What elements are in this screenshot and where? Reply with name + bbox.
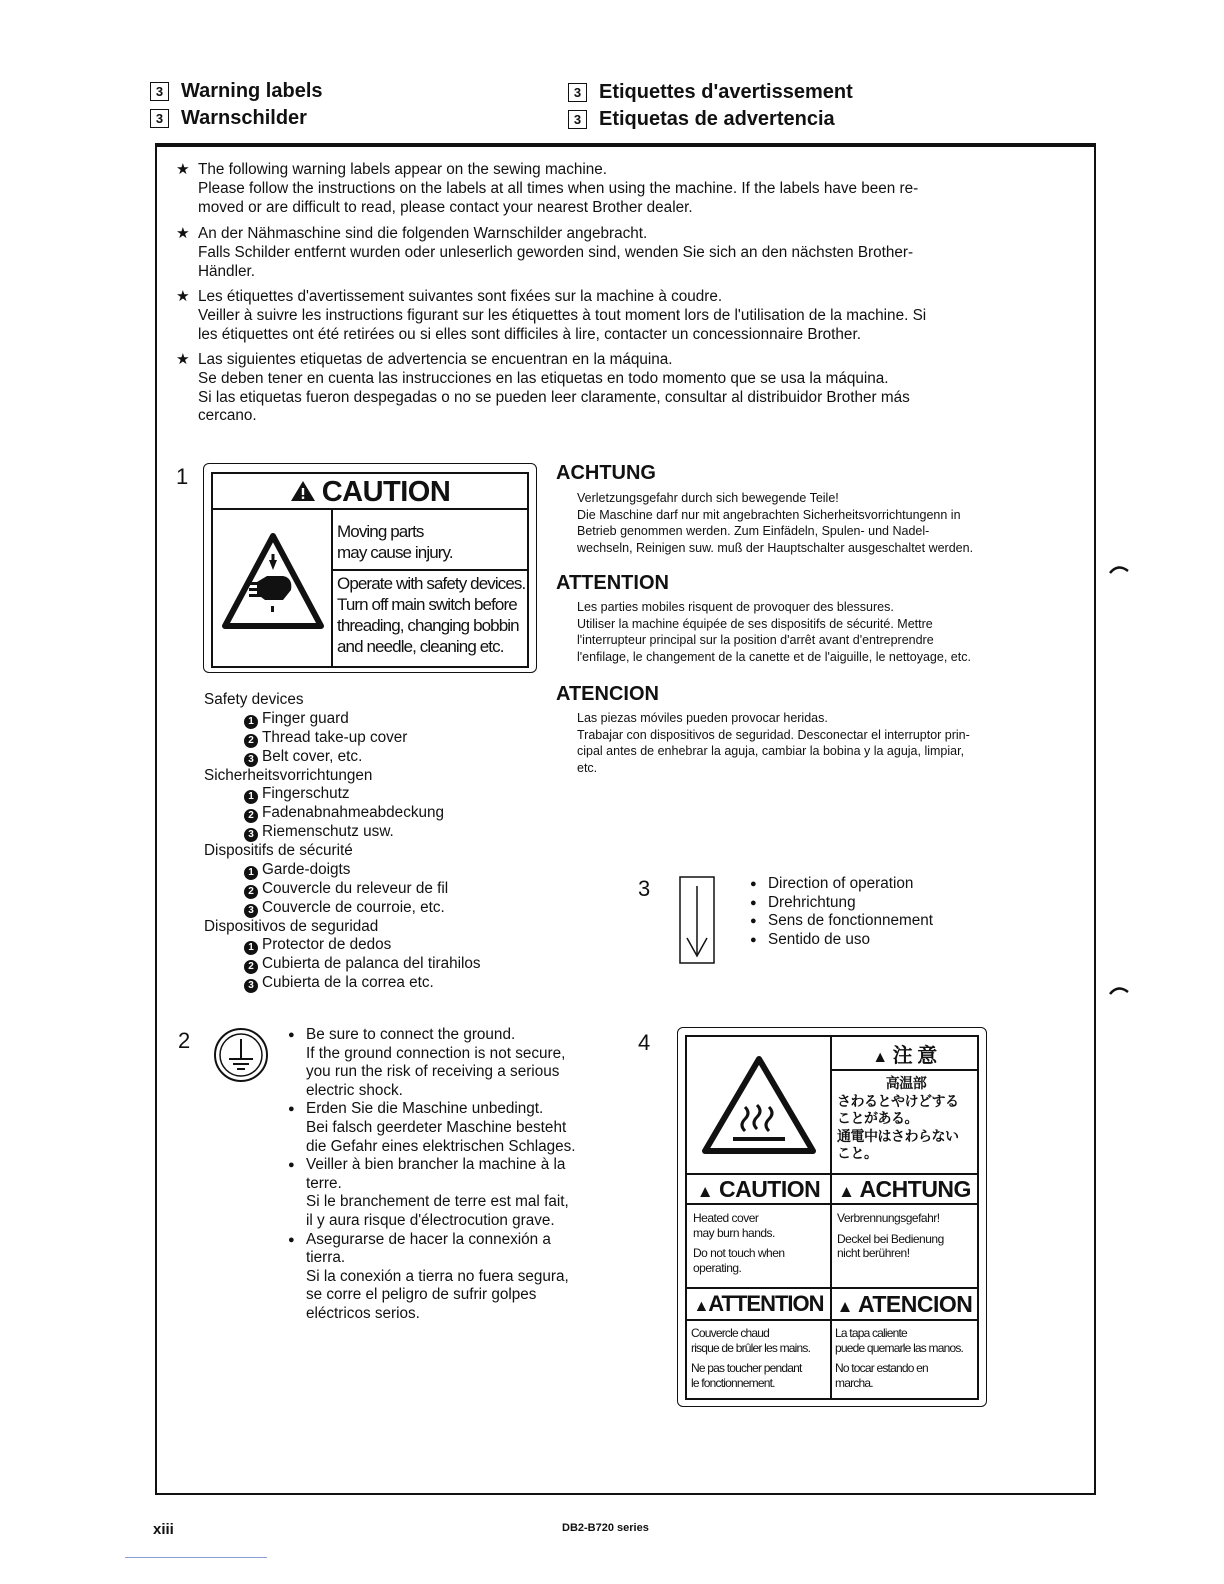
heat-caution-title-text: CAUTION [718, 1176, 821, 1202]
list-item-text: Cubierta de la correa etc. [262, 974, 434, 992]
section-number: 3 [568, 110, 587, 129]
heat-divider [832, 1069, 977, 1071]
caution-title-text: CAUTION [321, 476, 451, 508]
list-item-text: Protector de dedos [262, 936, 392, 954]
list-item-text: Thread take-up cover [262, 728, 408, 746]
jp-line: さわるとやけどする [837, 1092, 959, 1109]
number-1-icon: 1 [244, 715, 258, 729]
label-4-number: 4 [638, 1030, 651, 1055]
heat-de-line: Verbrennungsgefahr! [837, 1211, 940, 1225]
warning-triangle-icon: ▲ [836, 1297, 853, 1316]
heat-achtung-title [832, 1175, 977, 1206]
caution-line-3: Operate with safety devices. [337, 574, 526, 593]
list-item [288, 1156, 614, 1230]
heading-de [150, 107, 307, 130]
margin-mark-icon [1108, 984, 1130, 996]
caution-divider-v [331, 510, 333, 666]
heat-fr-text [691, 1326, 831, 1390]
heat-fr-line: Ne pas toucher pendant [691, 1361, 802, 1376]
intro-fr-3: les étiquettes ont été retirées ou si elles sont difficiles à lire, contacter un concessionnaire Brother. [198, 325, 861, 343]
ground-es-line: Si la conexión a tierra no fuera segura, [306, 1267, 569, 1285]
ground-en-line: ● Be sure to connect the ground. [306, 1026, 516, 1043]
achtung-line: Betrieb genommen werden. Zum Einfädeln, Spulen- und Nadel- [577, 524, 930, 539]
list-item-text: Couvercle de courroie, etc. [262, 898, 445, 916]
heat-fr-line: risque de brûler les mains. [691, 1340, 811, 1355]
list-item-text: Riemenschutz usw. [262, 823, 394, 841]
list-item [204, 880, 481, 899]
achtung-text [577, 490, 1071, 556]
series-name: DB2-B720 series [562, 1522, 649, 1534]
atencion-title: ATENCION [556, 683, 659, 705]
safety-es-head: Dispositivos de seguridad [204, 917, 379, 935]
heat-label [685, 1035, 979, 1400]
down-arrow-icon [679, 876, 715, 964]
label-1-number: 1 [176, 464, 189, 489]
list-item [204, 974, 481, 993]
intro-es [176, 351, 1076, 426]
intro-en-3: moved or are difficult to read, please contact your nearest Brother dealer. [198, 198, 693, 216]
list-item-text: Fingerschutz [262, 785, 350, 803]
caution-line-5: threading, changing bobbin [337, 616, 519, 635]
ground-de-line: die Gefahr eines elektrischen Schlages. [306, 1137, 576, 1155]
heat-es-line: La tapa caliente [835, 1326, 907, 1340]
intro-en-1: The following warning labels appear on the sewing machine. [198, 161, 608, 178]
heat-es-line: No tocar estando en [835, 1361, 928, 1376]
jp-title-text: 注 意 [892, 1045, 937, 1067]
jp-line: 高温部 [885, 1075, 927, 1091]
number-3-icon: 3 [244, 904, 258, 918]
heading-en-text: Warning labels [181, 80, 323, 102]
list-item [204, 710, 481, 729]
warning-triangle-icon [290, 480, 316, 502]
achtung-line: Die Maschine darf nur mit angebrachten Sicherheitsvorrichtungenn in [577, 507, 961, 522]
heat-es-line: puede quemarle las manos. [835, 1340, 964, 1355]
caution-line-4: Turn off main switch before [337, 595, 517, 614]
attention-line: l'enfilage, le changement de la canette et de l'aiguille, le nettoyage, etc. [577, 649, 971, 664]
ground-en-line: you run the risk of receiving a serious [306, 1063, 560, 1081]
label-3-number: 3 [638, 876, 651, 901]
caution-line-2: may cause injury. [337, 543, 453, 562]
star-icon: ★ [176, 351, 190, 368]
heat-attention-title-text: ATTENTION [708, 1291, 824, 1316]
intro-es-1: Las siguientes etiquetas de advertencia se encuentran en la máquina. [198, 351, 673, 368]
moving-parts-hand-icon [221, 530, 325, 634]
jp-line: こと。 [837, 1145, 878, 1161]
attention-text [577, 599, 1071, 665]
margin-mark-icon [1108, 563, 1130, 575]
ground-fr-line: Si le branchement de terre est mal fait, [306, 1193, 569, 1211]
list-item [288, 1026, 614, 1100]
jp-text [837, 1075, 975, 1163]
number-1-icon: 1 [244, 790, 258, 804]
heat-de-text [837, 1211, 975, 1261]
heat-fr-line: le fonctionnement. [691, 1375, 775, 1390]
list-item [204, 936, 481, 955]
intro-de-1: An der Nähmaschine sind die folgenden Warnschilder angebracht. [198, 225, 648, 242]
caution-divider-h [331, 569, 527, 571]
intro-en-2: Please follow the instructions on the labels at all times when using the machine. If the labels have been re- [198, 179, 919, 197]
list-item [204, 804, 481, 823]
list-item [204, 785, 481, 804]
ground-de-line: Bei falsch geerdeter Maschine besteht [306, 1118, 567, 1136]
safety-fr-head: Dispositifs de sécurité [204, 842, 353, 860]
heat-fr-line: Couvercle chaud [691, 1326, 770, 1340]
list-item [204, 823, 481, 842]
heat-atencion-title [832, 1289, 977, 1322]
atencion-line: cipal antes de enhebrar la aguja, cambiar la bobina y la aguja, limpiar, [577, 744, 965, 759]
heat-achtung-title-text: ACHTUNG [859, 1176, 971, 1202]
intro-es-3: Si las etiquetas fueron despegadas o no se pueden leer claramente, consultar al distribuidor Brother más [198, 388, 910, 406]
caution-label [211, 472, 529, 668]
list-item [204, 748, 481, 767]
heat-en-line: Do not touch when [693, 1246, 785, 1261]
ground-fr-line: il y aura risque d'électrocution grave. [306, 1211, 555, 1229]
ground-es-line: se corre el peligro de sufrir golpes [306, 1286, 537, 1304]
number-2-icon: 2 [244, 734, 258, 748]
list-item-text: Finger guard [262, 709, 349, 727]
label-2-number: 2 [178, 1028, 191, 1053]
intro-de [176, 225, 1076, 281]
number-1-icon: 1 [244, 866, 258, 880]
ground-fr-line: ● Veiller à bien brancher la machine à la [306, 1156, 566, 1174]
ground-symbol-icon [211, 1027, 271, 1083]
heat-attention-title [687, 1289, 830, 1322]
ground-en-line: If the ground connection is not secure, [306, 1044, 566, 1062]
list-item [288, 1100, 614, 1156]
star-icon: ★ [176, 225, 190, 242]
jp-line: ことがある。 [837, 1110, 918, 1126]
hot-surface-icon [701, 1055, 817, 1155]
intro-de-3: Händler. [198, 262, 255, 280]
list-item: ● Sentido de uso [750, 931, 933, 950]
star-icon: ★ [176, 161, 190, 178]
list-item-text: Fadenabnahmeabdeckung [262, 804, 445, 822]
atencion-line: Trabajar con dispositivos de seguridad. Desconectar el interruptor prin- [577, 727, 970, 742]
atencion-line: etc. [577, 760, 598, 775]
achtung-line: wechseln, Reinigen suw. muß der Hauptschalter ausgeschaltet werden. [577, 540, 974, 555]
list-item: ● Direction of operation [750, 875, 933, 894]
list-item [204, 861, 481, 880]
star-icon: ★ [176, 288, 190, 305]
jp-title [832, 1039, 977, 1068]
list-item: ● Sens de fonctionnement [750, 912, 933, 931]
list-item [288, 1231, 614, 1324]
intro-en [176, 161, 1076, 217]
section-number: 3 [568, 83, 587, 102]
footer-rule [125, 1557, 267, 1558]
number-2-icon: 2 [244, 809, 258, 823]
warning-triangle-icon: ▲ [693, 1298, 709, 1315]
intro-de-2: Falls Schilder entfernt wurden oder unleserlich geworden sind, wenden Sie sich an den nächsten Brother- [198, 243, 914, 261]
heat-atencion-title-text: ATENCION [857, 1291, 973, 1317]
ground-text [288, 1026, 614, 1324]
intro-fr-1: Les étiquettes d'avertissement suivantes sont fixées sur la machine à coudre. [198, 288, 723, 305]
ground-de-line: ● Erden Sie die Maschine unbedingt. [306, 1100, 544, 1118]
attention-line: Les parties mobiles risquent de provoquer des blessures. [577, 600, 894, 614]
achtung-title: ACHTUNG [556, 462, 656, 484]
heat-de-line: Deckel bei Bedienung [837, 1231, 944, 1246]
heat-de-line: nicht berühren! [837, 1246, 910, 1261]
list-item [204, 955, 481, 974]
heading-en [150, 80, 323, 103]
ground-es-line: eléctricos serios. [306, 1304, 420, 1322]
list-item [204, 899, 481, 918]
jp-line: 通電中はさわらない [837, 1127, 959, 1144]
heading-fr [568, 81, 853, 104]
list-item: ● Drehrichtung [750, 894, 933, 913]
attention-title: ATTENTION [556, 572, 669, 594]
warning-triangle-icon: ▲ [696, 1182, 714, 1201]
list-item-text: Couvercle du releveur de fil [262, 879, 449, 897]
heat-caution-title [687, 1175, 830, 1206]
heat-en-line: operating. [693, 1260, 742, 1275]
ground-es-line: ● Asegurarse de hacer la connexión a [306, 1230, 551, 1248]
attention-line: l'interrupteur principal sur la position d'arrêt avant d'entreprendre [577, 633, 934, 648]
achtung-line: Verletzungsgefahr durch sich bewegende Teile! [577, 491, 839, 505]
intro-es-2: Se deben tener en cuenta las instrucciones en las etiquetas en todo momento que se usa la máquina. [198, 369, 889, 387]
intro-fr-2: Veiller à suivre les instructions figurant sur les étiquettes à tout moment lors de l'utilisation de la machine. Si [198, 306, 927, 324]
number-3-icon: 3 [244, 828, 258, 842]
safety-de-head: Sicherheitsvorrichtungen [204, 766, 373, 784]
number-1-icon: 1 [244, 941, 258, 955]
heading-fr-text: Etiquettes d'avertissement [599, 81, 853, 103]
warning-triangle-icon: ▲ [838, 1182, 855, 1201]
ground-en-line: electric shock. [306, 1081, 403, 1099]
safety-en-head: Safety devices [204, 691, 304, 708]
list-item-text: Cubierta de palanca del tirahilos [262, 955, 481, 973]
heat-en-line: may burn hands. [693, 1225, 775, 1240]
direction-list [750, 875, 933, 949]
list-item-text: Belt cover, etc. [262, 747, 363, 765]
section-number: 3 [150, 109, 169, 128]
atencion-line: Las piezas móviles pueden provocar heridas. [577, 711, 828, 725]
heat-en-text [693, 1211, 827, 1275]
ground-fr-line: terre. [306, 1174, 342, 1192]
list-item [204, 729, 481, 748]
number-2-icon: 2 [244, 885, 258, 899]
intro-fr [176, 288, 1076, 344]
list-item-text: Garde-doigts [262, 860, 351, 878]
caution-line-1: Moving parts [337, 522, 424, 541]
heading-es [568, 108, 835, 131]
heat-es-text [835, 1326, 977, 1390]
intro-es-4: cercano. [198, 407, 257, 425]
safety-devices-list [204, 691, 481, 993]
section-number: 3 [150, 82, 169, 101]
number-3-icon: 3 [244, 753, 258, 767]
warning-triangle-icon: ▲ [872, 1049, 888, 1066]
caution-line-6: and needle, cleaning etc. [337, 637, 504, 656]
number-2-icon: 2 [244, 960, 258, 974]
heat-en-line: Heated cover [693, 1211, 759, 1225]
heading-de-text: Warnschilder [181, 107, 307, 129]
atencion-text [577, 710, 1071, 776]
page-number: xiii [153, 1521, 174, 1538]
ground-es-line: tierra. [306, 1249, 346, 1267]
heat-es-line: marcha. [835, 1375, 873, 1390]
attention-line: Utiliser la machine équipée de ses dispositifs de sécurité. Mettre [577, 616, 933, 631]
caution-title [213, 474, 527, 510]
number-3-icon: 3 [244, 979, 258, 993]
heading-es-text: Etiquetas de advertencia [599, 108, 835, 130]
